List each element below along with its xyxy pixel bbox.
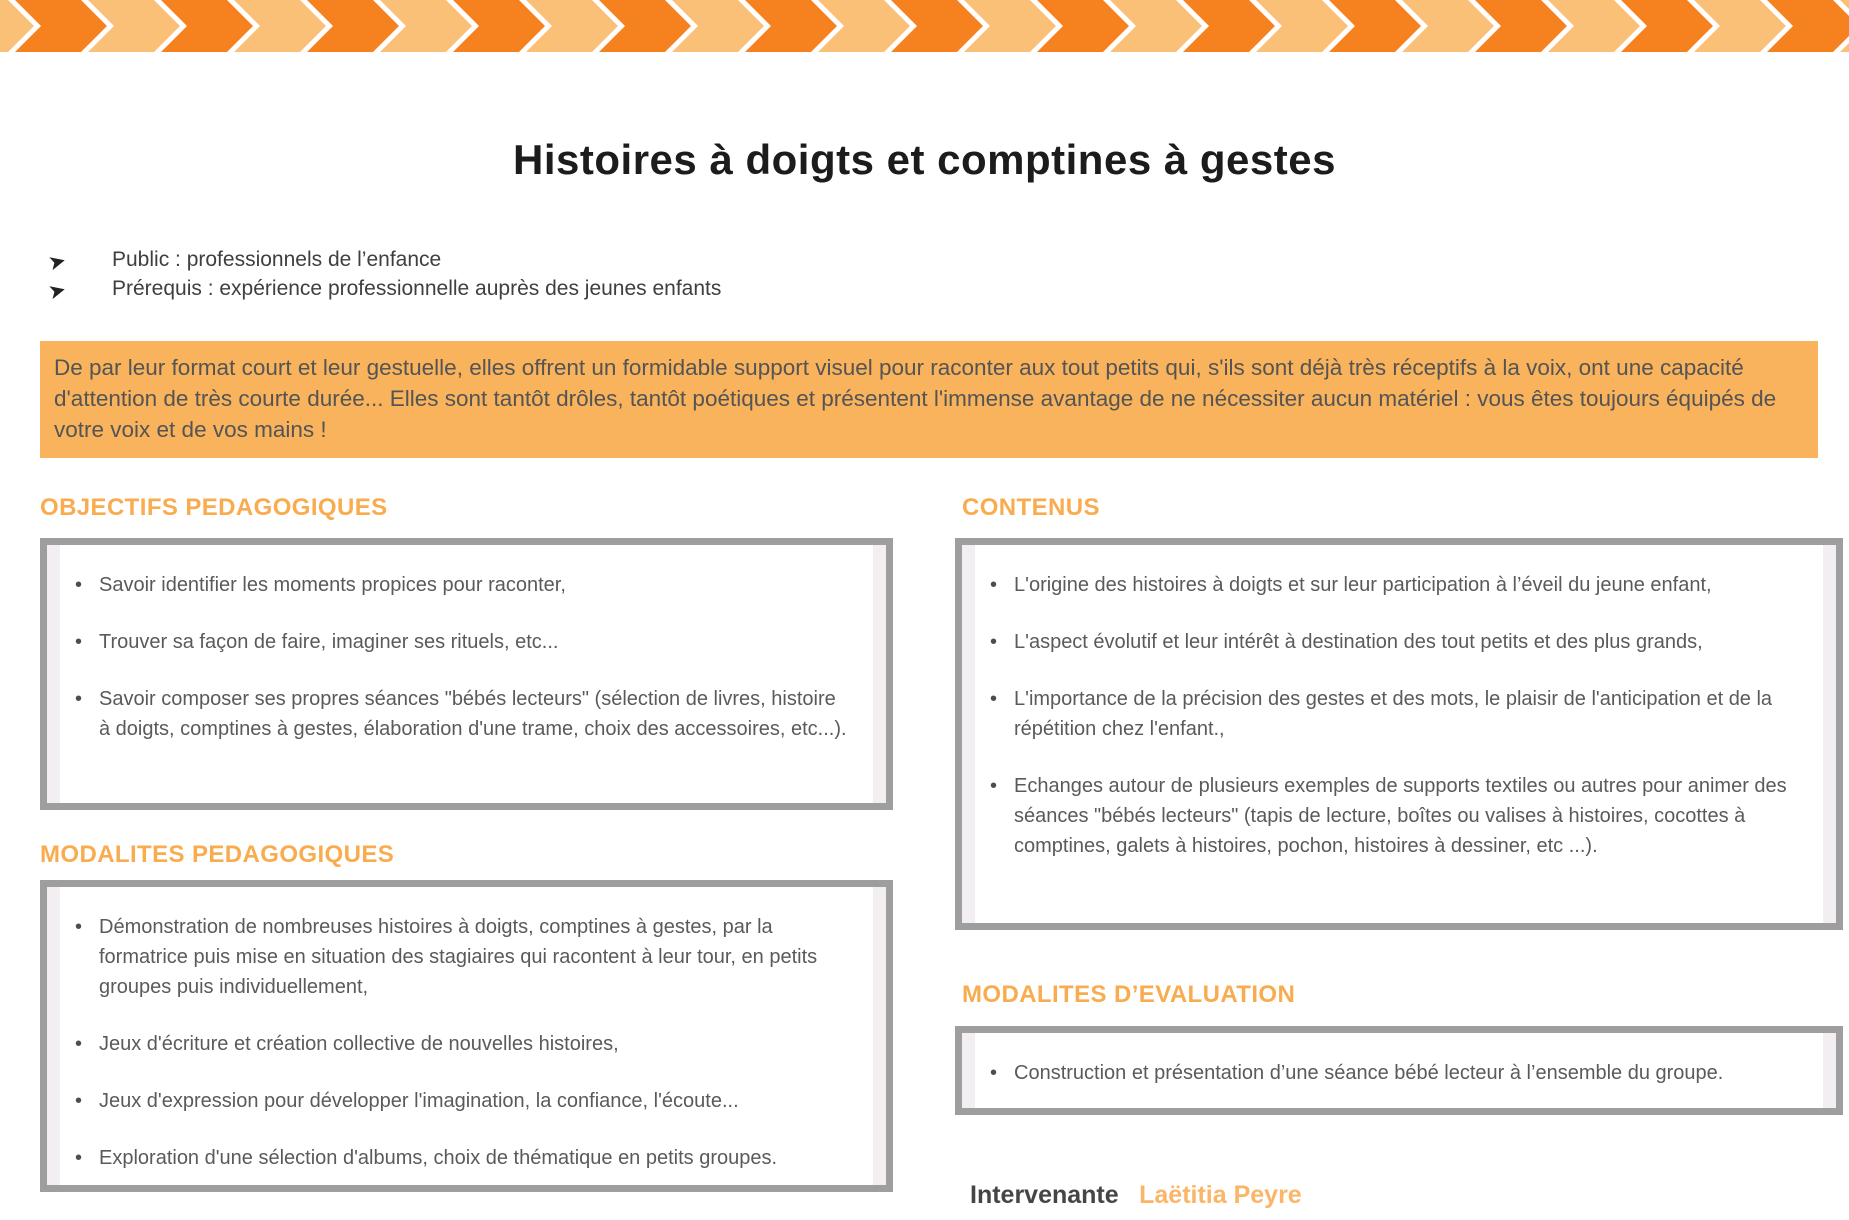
arrow-bullet-icon: ➤ bbox=[45, 277, 69, 305]
list-item: • Jeux d'expression pour développer l'imagination, la confiance, l'écoute... bbox=[97, 1086, 852, 1116]
audience-item-prerequis bbox=[45, 274, 722, 305]
list-item: • Démonstration de nombreuses histoires à doigts, comptines à gestes, par la formatrice puis mise en situation des stagiaires qui racontent à leur tour, en petits groupes puis individuellement, bbox=[97, 912, 852, 1002]
objectifs-box bbox=[40, 538, 893, 810]
arrow-bullet-icon: ➤ bbox=[45, 248, 69, 276]
intervenante-label: Intervenante bbox=[970, 1181, 1119, 1209]
evaluation-list bbox=[986, 1058, 1802, 1088]
list-item: • L'importance de la précision des gestes et des mots, le plaisir de l'anticipation et de la répétition chez l'enfant., bbox=[1012, 684, 1802, 744]
list-item: • Echanges autour de plusieurs exemples de supports textiles ou autres pour animer des séances "bébés lecteurs" (tapis de lecture, boîtes ou valises à histoires, cocottes à comptines, galets à histoires, pochon, histoires à dessiner, etc ...). bbox=[1012, 771, 1802, 861]
audience-item-label: Prérequis : expérience professionnelle auprès des jeunes enfants bbox=[112, 277, 722, 300]
modalites-pedagogiques-box bbox=[40, 880, 893, 1192]
list-item: • Trouver sa façon de faire, imaginer ses rituels, etc... bbox=[97, 627, 852, 657]
list-item: • Exploration d'une sélection d'albums, choix de thématique en petits groupes. bbox=[97, 1143, 852, 1173]
list-item: • Jeux d'écriture et création collective de nouvelles histoires, bbox=[97, 1029, 852, 1059]
audience-item-public bbox=[45, 245, 721, 276]
intervenante-row bbox=[970, 1181, 1302, 1210]
list-item: • Construction et présentation d’une séance bébé lecteur à l’ensemble du groupe. bbox=[1012, 1058, 1802, 1088]
evaluation-box bbox=[955, 1026, 1843, 1115]
contenus-box bbox=[955, 538, 1843, 930]
list-item: • L'origine des histoires à doigts et sur leur participation à l’éveil du jeune enfant, bbox=[1012, 570, 1802, 600]
chevron-banner-icon bbox=[0, 0, 1849, 52]
modalites-list bbox=[71, 912, 852, 1173]
section-heading-contenus: CONTENUS bbox=[962, 494, 1100, 521]
intervenante-name: Laëtitia Peyre bbox=[1139, 1181, 1302, 1209]
section-heading-objectifs: OBJECTIFS PEDAGOGIQUES bbox=[40, 494, 388, 521]
list-item: • L'aspect évolutif et leur intérêt à destination des tout petits et des plus grands, bbox=[1012, 627, 1802, 657]
section-heading-modalites-pedagogiques: MODALITES PEDAGOGIQUES bbox=[40, 841, 395, 868]
intro-highlight-paragraph: De par leur format court et leur gestuelle, elles offrent un formidable support visuel pour raconter aux tout petits qui, s'ils sont déjà très réceptifs à la voix, ont une capacité d'attention de très courte durée... Elles sont tantôt drôles, tantôt poétiques et présentent l'immense avantage de ne nécessiter aucun matériel : vous êtes toujours équipés de votre voix et de vos mains ! bbox=[40, 341, 1818, 458]
audience-item-label: Public : professionnels de l’enfance bbox=[112, 248, 442, 271]
list-item: • Savoir identifier les moments propices pour raconter, bbox=[97, 570, 852, 600]
list-item: • Savoir composer ses propres séances "bébés lecteurs" (sélection de livres, histoire à doigts, comptines à gestes, élaboration d'une trame, choix des accessoires, etc...). bbox=[97, 684, 852, 744]
contenus-list bbox=[986, 570, 1802, 861]
audience-list bbox=[45, 245, 722, 305]
objectifs-list bbox=[71, 570, 852, 744]
section-heading-modalites-evaluation: MODALITES D’EVALUATION bbox=[962, 981, 1296, 1008]
page-title: Histoires à doigts et comptines à gestes bbox=[513, 136, 1336, 183]
